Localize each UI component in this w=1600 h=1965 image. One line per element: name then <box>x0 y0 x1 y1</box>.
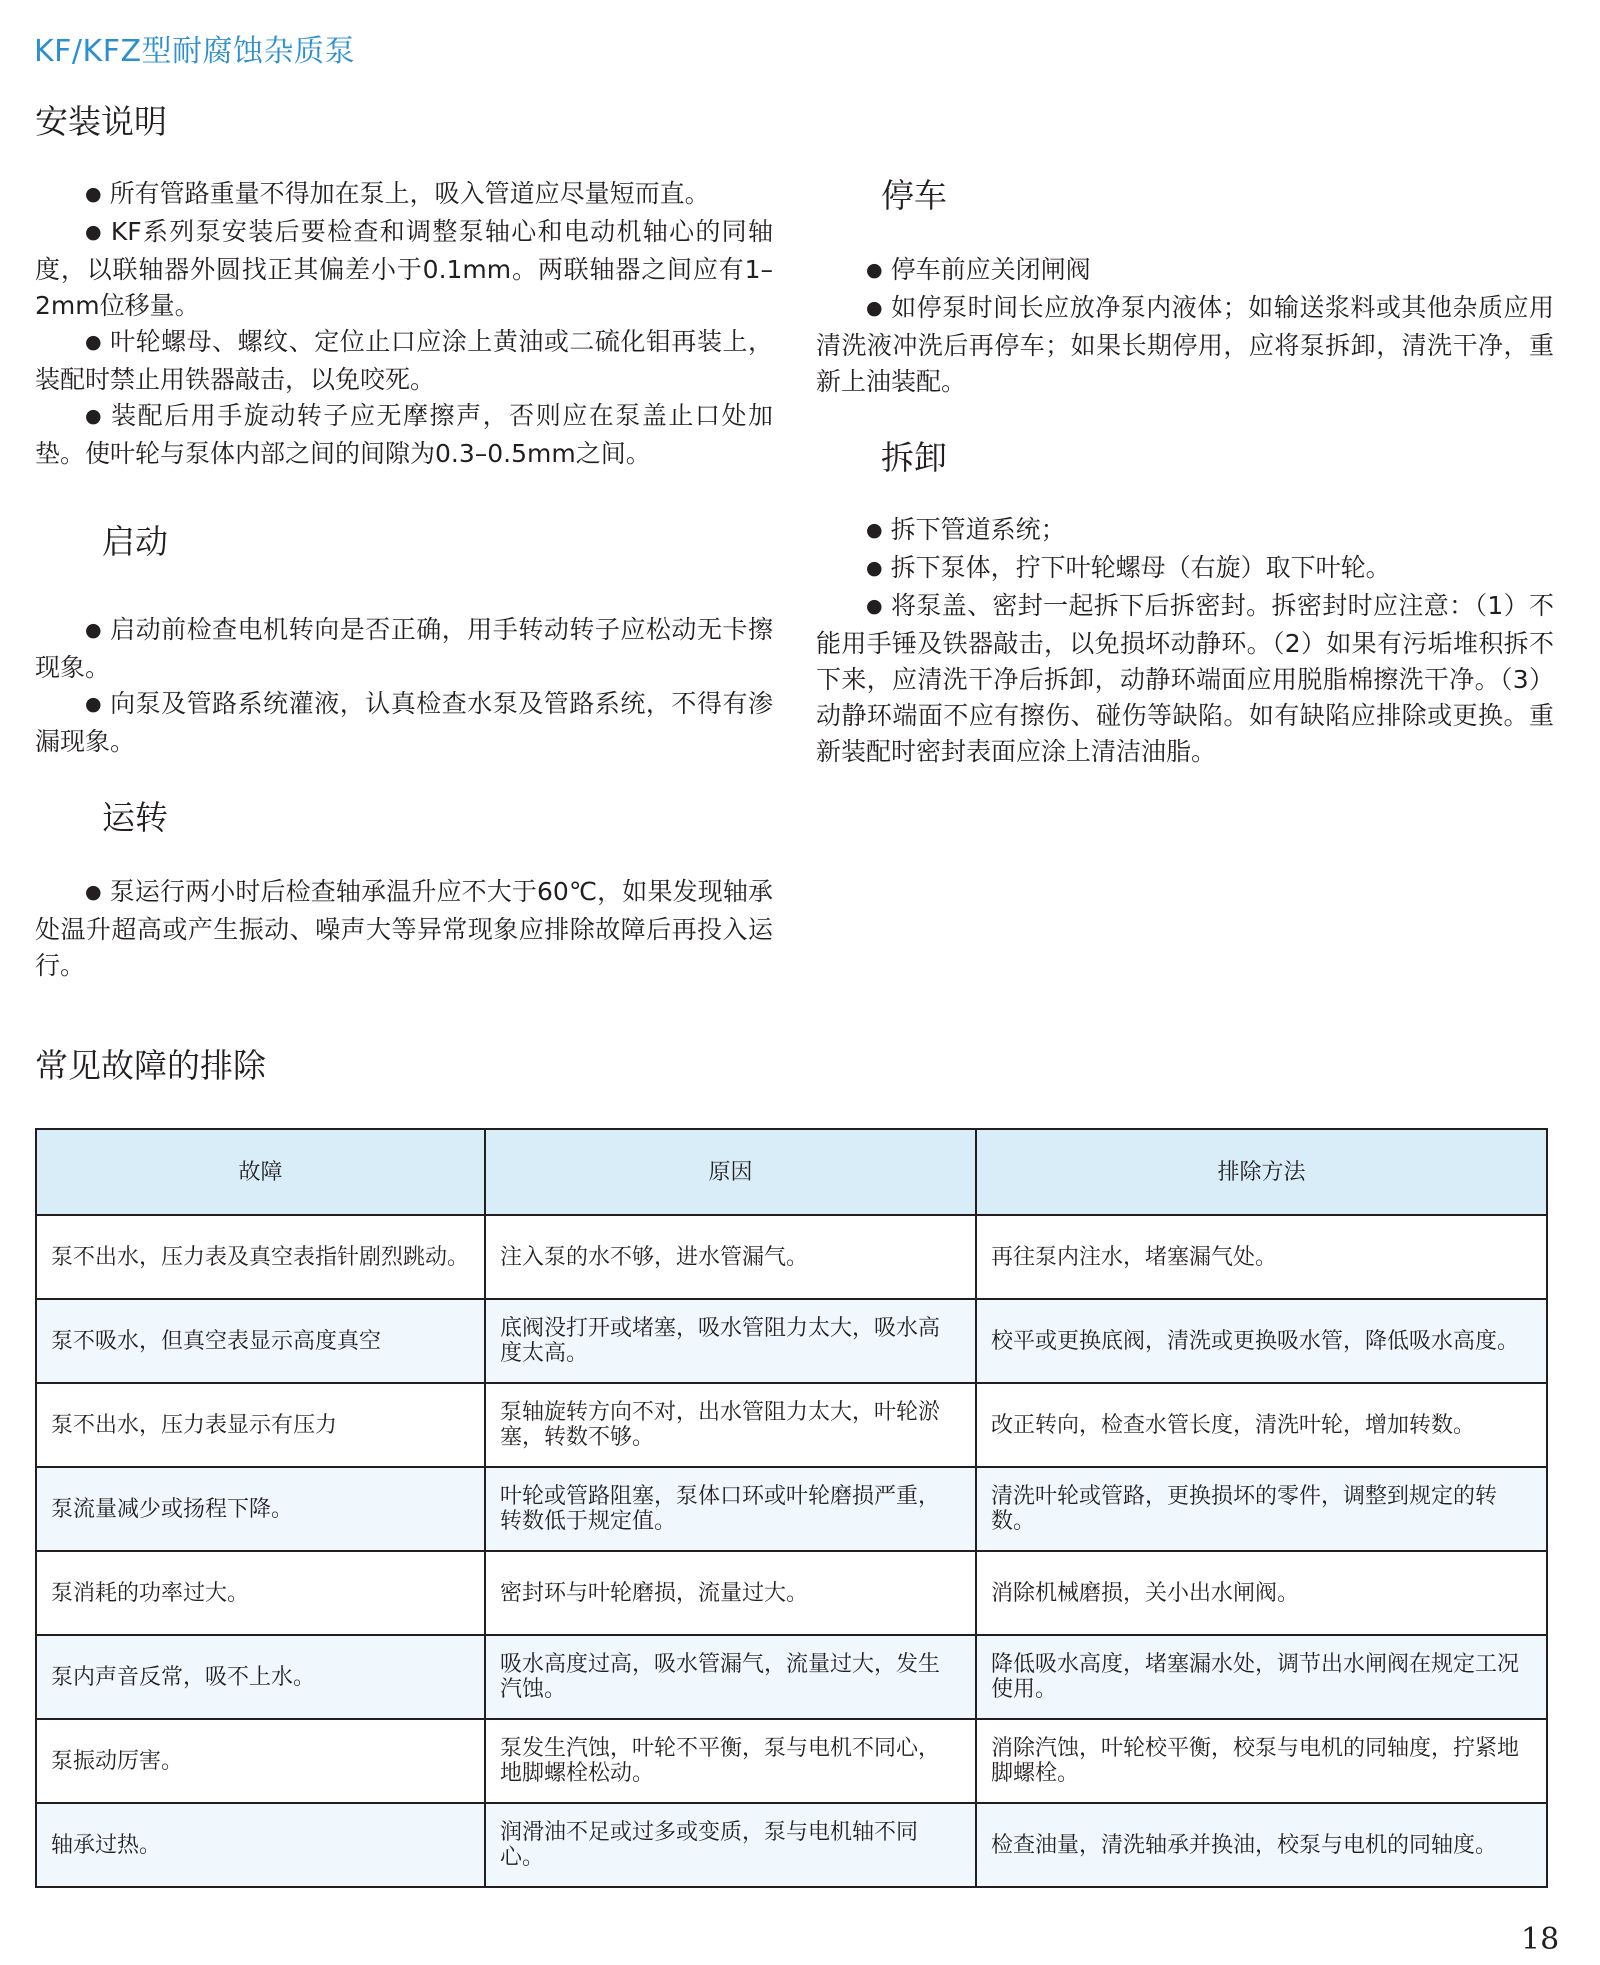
bullet-icon: ● <box>85 331 103 353</box>
table-row <box>36 1215 1547 1299</box>
install-item-1: ● 所有管路重量不得加在泵上，吸入管道应尽量短而直。 <box>85 179 710 208</box>
cell-remedy: 校平或更换底阀，清洗或更换吸水管，降低吸水高度。 <box>976 1299 1547 1383</box>
cell-cause: 泵轴旋转方向不对，出水管阻力太大，叶轮淤塞，转数不够。 <box>485 1383 976 1467</box>
troubleshoot-table <box>35 1128 1548 1888</box>
cell-remedy: 改正转向，检查水管长度，清洗叶轮，增加转数。 <box>976 1383 1547 1467</box>
cell-fault: 轴承过热。 <box>36 1803 485 1887</box>
bullet-icon: ● <box>85 183 102 205</box>
cell-fault: 泵振动厉害。 <box>36 1719 485 1803</box>
bullet-icon: ● <box>866 297 884 319</box>
cell-fault: 泵流量减少或扬程下降。 <box>36 1467 485 1551</box>
cell-cause: 叶轮或管路阻塞，泵体口环或叶轮磨损严重，转数低于规定值。 <box>485 1467 976 1551</box>
start-item-2: ● 向泵及管路系统灌液，认真检查水泵及管路系统，不得有渗漏现象。 <box>35 689 773 756</box>
cell-remedy: 消除汽蚀，叶轮校平衡，校泵与电机的同轴度，拧紧地脚螺栓。 <box>976 1719 1547 1803</box>
start-item-1: ● 启动前检查电机转向是否正确，用手转动转子应松动无卡擦现象。 <box>35 615 773 682</box>
section-title-run: 运转 <box>102 798 168 837</box>
disassemble-item-1: ● 拆下管道系统； <box>866 515 1066 544</box>
bullet-icon: ● <box>866 259 883 281</box>
run-section <box>35 874 773 984</box>
bullet-icon: ● <box>85 221 103 243</box>
stop-item-2: ● 如停泵时间长应放净泵内液体；如输送浆料或其他杂质应用清洗液冲洗后再停车；如果长期停用，应将泵拆卸，清洗干净，重新上油装配。 <box>816 293 1554 396</box>
cell-cause: 注入泵的水不够，进水管漏气。 <box>485 1215 976 1299</box>
bullet-icon: ● <box>85 881 102 903</box>
install-section <box>35 176 773 472</box>
page-number: 18 <box>1521 1922 1560 1957</box>
bullet-icon: ● <box>85 693 103 715</box>
cell-remedy: 清洗叶轮或管路，更换损坏的零件，调整到规定的转数。 <box>976 1467 1547 1551</box>
start-section <box>35 612 773 760</box>
install-item-4: ● 装配后用手旋动转子应无摩擦声，否则应在泵盖止口处加垫。使叶轮与泵体内部之间的间隙为0.3–0.5mm之间。 <box>35 401 773 468</box>
section-title-disassemble: 拆卸 <box>881 438 947 477</box>
header-remedy: 排除方法 <box>976 1129 1547 1215</box>
disassemble-item-2: ● 拆下泵体，拧下叶轮螺母（右旋）取下叶轮。 <box>866 553 1391 582</box>
stop-section <box>816 252 1554 400</box>
bullet-icon: ● <box>85 619 103 641</box>
cell-remedy: 消除机械磨损，关小出水闸阀。 <box>976 1551 1547 1635</box>
cell-cause: 润滑油不足或过多或变质，泵与电机轴不同心。 <box>485 1803 976 1887</box>
cell-cause: 密封环与叶轮磨损，流量过大。 <box>485 1551 976 1635</box>
bullet-icon: ● <box>866 595 883 617</box>
document-title: KF/KFZ型耐腐蚀杂质泵 <box>34 34 356 69</box>
cell-fault: 泵消耗的功率过大。 <box>36 1551 485 1635</box>
bullet-icon: ● <box>866 557 883 579</box>
cell-fault: 泵不出水，压力表及真空表指针剧烈跳动。 <box>36 1215 485 1299</box>
section-title-troubleshoot: 常见故障的排除 <box>35 1046 266 1085</box>
table-row <box>36 1551 1547 1635</box>
cell-fault: 泵内声音反常，吸不上水。 <box>36 1635 485 1719</box>
cell-cause: 泵发生汽蚀，叶轮不平衡，泵与电机不同心，地脚螺栓松动。 <box>485 1719 976 1803</box>
bullet-icon: ● <box>85 405 104 427</box>
table-row <box>36 1299 1547 1383</box>
run-item-1: ● 泵运行两小时后检查轴承温升应不大于60℃，如果发现轴承处温升超高或产生振动、噪声大等异常现象应排除故障后再投入运行。 <box>35 877 773 980</box>
section-title-start: 启动 <box>102 522 168 561</box>
cell-remedy: 再往泵内注水，堵塞漏气处。 <box>976 1215 1547 1299</box>
section-title-stop: 停车 <box>881 176 947 215</box>
section-title-install: 安装说明 <box>35 102 167 141</box>
cell-remedy: 降低吸水高度，堵塞漏水处，调节出水闸阀在规定工况使用。 <box>976 1635 1547 1719</box>
cell-fault: 泵不出水，压力表显示有压力 <box>36 1383 485 1467</box>
table-header-row <box>36 1129 1547 1215</box>
header-cause: 原因 <box>485 1129 976 1215</box>
table-row <box>36 1467 1547 1551</box>
table-row <box>36 1383 1547 1467</box>
disassemble-section <box>816 512 1554 770</box>
disassemble-item-3: ● 将泵盖、密封一起拆下后拆密封。拆密封时应注意：（1）不能用手锤及铁器敲击，以免损坏动静环。（2）如果有污垢堆积拆不下来，应清洗干净后拆卸，动静环端面应用脱脂棉擦洗干净。（3）动静环端面不应有擦伤、碰伤等缺陷。如有缺陷应排除或更换。重新装配时密封表面应涂上清洁油脂。 <box>816 591 1554 766</box>
install-item-2: ● KF系列泵安装后要检查和调整泵轴心和电动机轴心的同轴度，以联轴器外圆找正其偏差小于0.1mm。两联轴器之间应有1–2mm位移量。 <box>35 217 773 320</box>
cell-remedy: 检查油量，清洗轴承并换油，校泵与电机的同轴度。 <box>976 1803 1547 1887</box>
cell-cause: 吸水高度过高，吸水管漏气，流量过大，发生汽蚀。 <box>485 1635 976 1719</box>
stop-item-1: ● 停车前应关闭闸阀 <box>866 255 1091 284</box>
table-row <box>36 1803 1547 1887</box>
bullet-icon: ● <box>866 519 883 541</box>
header-fault: 故障 <box>36 1129 485 1215</box>
cell-fault: 泵不吸水，但真空表显示高度真空 <box>36 1299 485 1383</box>
table-row <box>36 1635 1547 1719</box>
install-item-3: ● 叶轮螺母、螺纹、定位止口应涂上黄油或二硫化钼再装上，装配时禁止用铁器敲击，以免咬死。 <box>35 327 773 394</box>
cell-cause: 底阀没打开或堵塞，吸水管阻力太大，吸水高度太高。 <box>485 1299 976 1383</box>
table-row <box>36 1719 1547 1803</box>
